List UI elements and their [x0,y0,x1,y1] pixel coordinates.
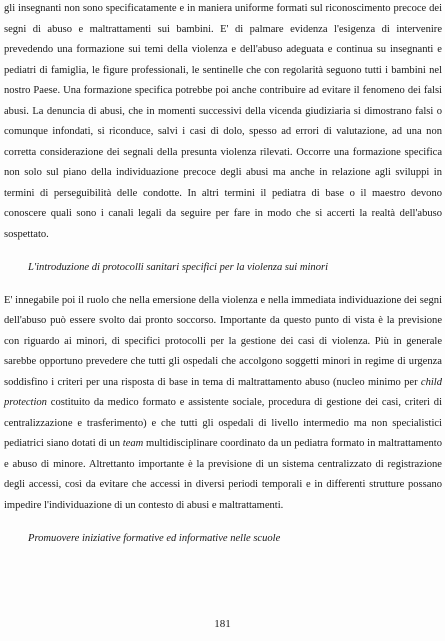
section-heading-school-initiatives: Promuovere iniziative formative ed informative nelle scuole [28,533,281,544]
paragraph-text-segment: E' innegabile poi il ruolo che nella emersione della violenza e nella immediata individuazione dei segni dell'abuso può essere svolto dai pronto soccorso. Importante da questo punto di vista è la previsione con riguardo ai minori, di specifici protocolli per la gestione dei casi di violenza. Più in generale sarebbe opportuno prevedere che tutti gli ospedali che accolgono soggetti minori in regime di urgenza soddisfino i criteri per una risposta di base in tema di maltrattamento abuso (nucleo minimo per [4,294,442,388]
spacer [4,279,442,291]
spacer [4,516,442,529]
italic-term-team: team [122,438,144,449]
page-number: 181 [214,618,231,630]
section-heading-health-protocols: L'introduzione di protocolli sanitari specifici per la violenza sui minori [28,262,329,273]
paragraph-text-segment: costituito da medico formato e assistente sociale, procedura di gestione dei casi, criteri di centralizzazione e trasferimento) e che tutti gli ospedali di livello intermedio ma non specialistici pediatrici siano dotati di un [4,397,442,449]
paragraph-teacher-training: gli insegnanti non sono specificatamente e in maniera uniforme formati sul riconoscimento precoce dei segni di abuso e maltrattamenti sui bambini. E' di palmare evidenza l'esigenza di intervenire prevedendo una formazione sui temi della violenza e dell'abuso adeguata e continua su insegnanti e pediatri di famiglia, le figure professionali, le sentinelle che con regolarità seguono tutti i bambini nel nostro Paese. Una formazione specifica potrebbe poi anche contribuire ad evitare il fenomeno dei falsi abusi. La denuncia di abusi, che in momenti successivi della vicenda giudiziaria si dimostrano falsi o comunque infondati, si riconduce, salvi i casi di dolo, spesso ad errori di valutazione, ad una non corretta considerazione dei segnali della presunta violenza rilevati. Occorre una formazione specifica non solo sul piano della individuazione precoce degli abusi ma anche in relazione agli sviluppi in termini di perseguibilità delle condotte. In altri termini il pediatra di base o il maestro devono conoscere quali sono i canali legali da seguire per fare in modo che si accerti la realtà dell'abuso sospettato. [4,3,442,240]
italic-term-child-protection: child protection [4,376,442,408]
page-content [4,0,442,550]
paragraph-emergency-room [4,291,442,517]
spacer [4,245,442,258]
paragraph-text-segment: multidisciplinare coordinato da un pediatra formato in maltrattamento e abuso di minore. Altrettanto importante è la previsione di un sistema centralizzato di registrazione degli accessi, così da evitare che accessi in diversi periodi temporali e in differenti strutture possano impedire l'individuazione di un contesto di abusi e maltrattamenti. [4,438,442,511]
